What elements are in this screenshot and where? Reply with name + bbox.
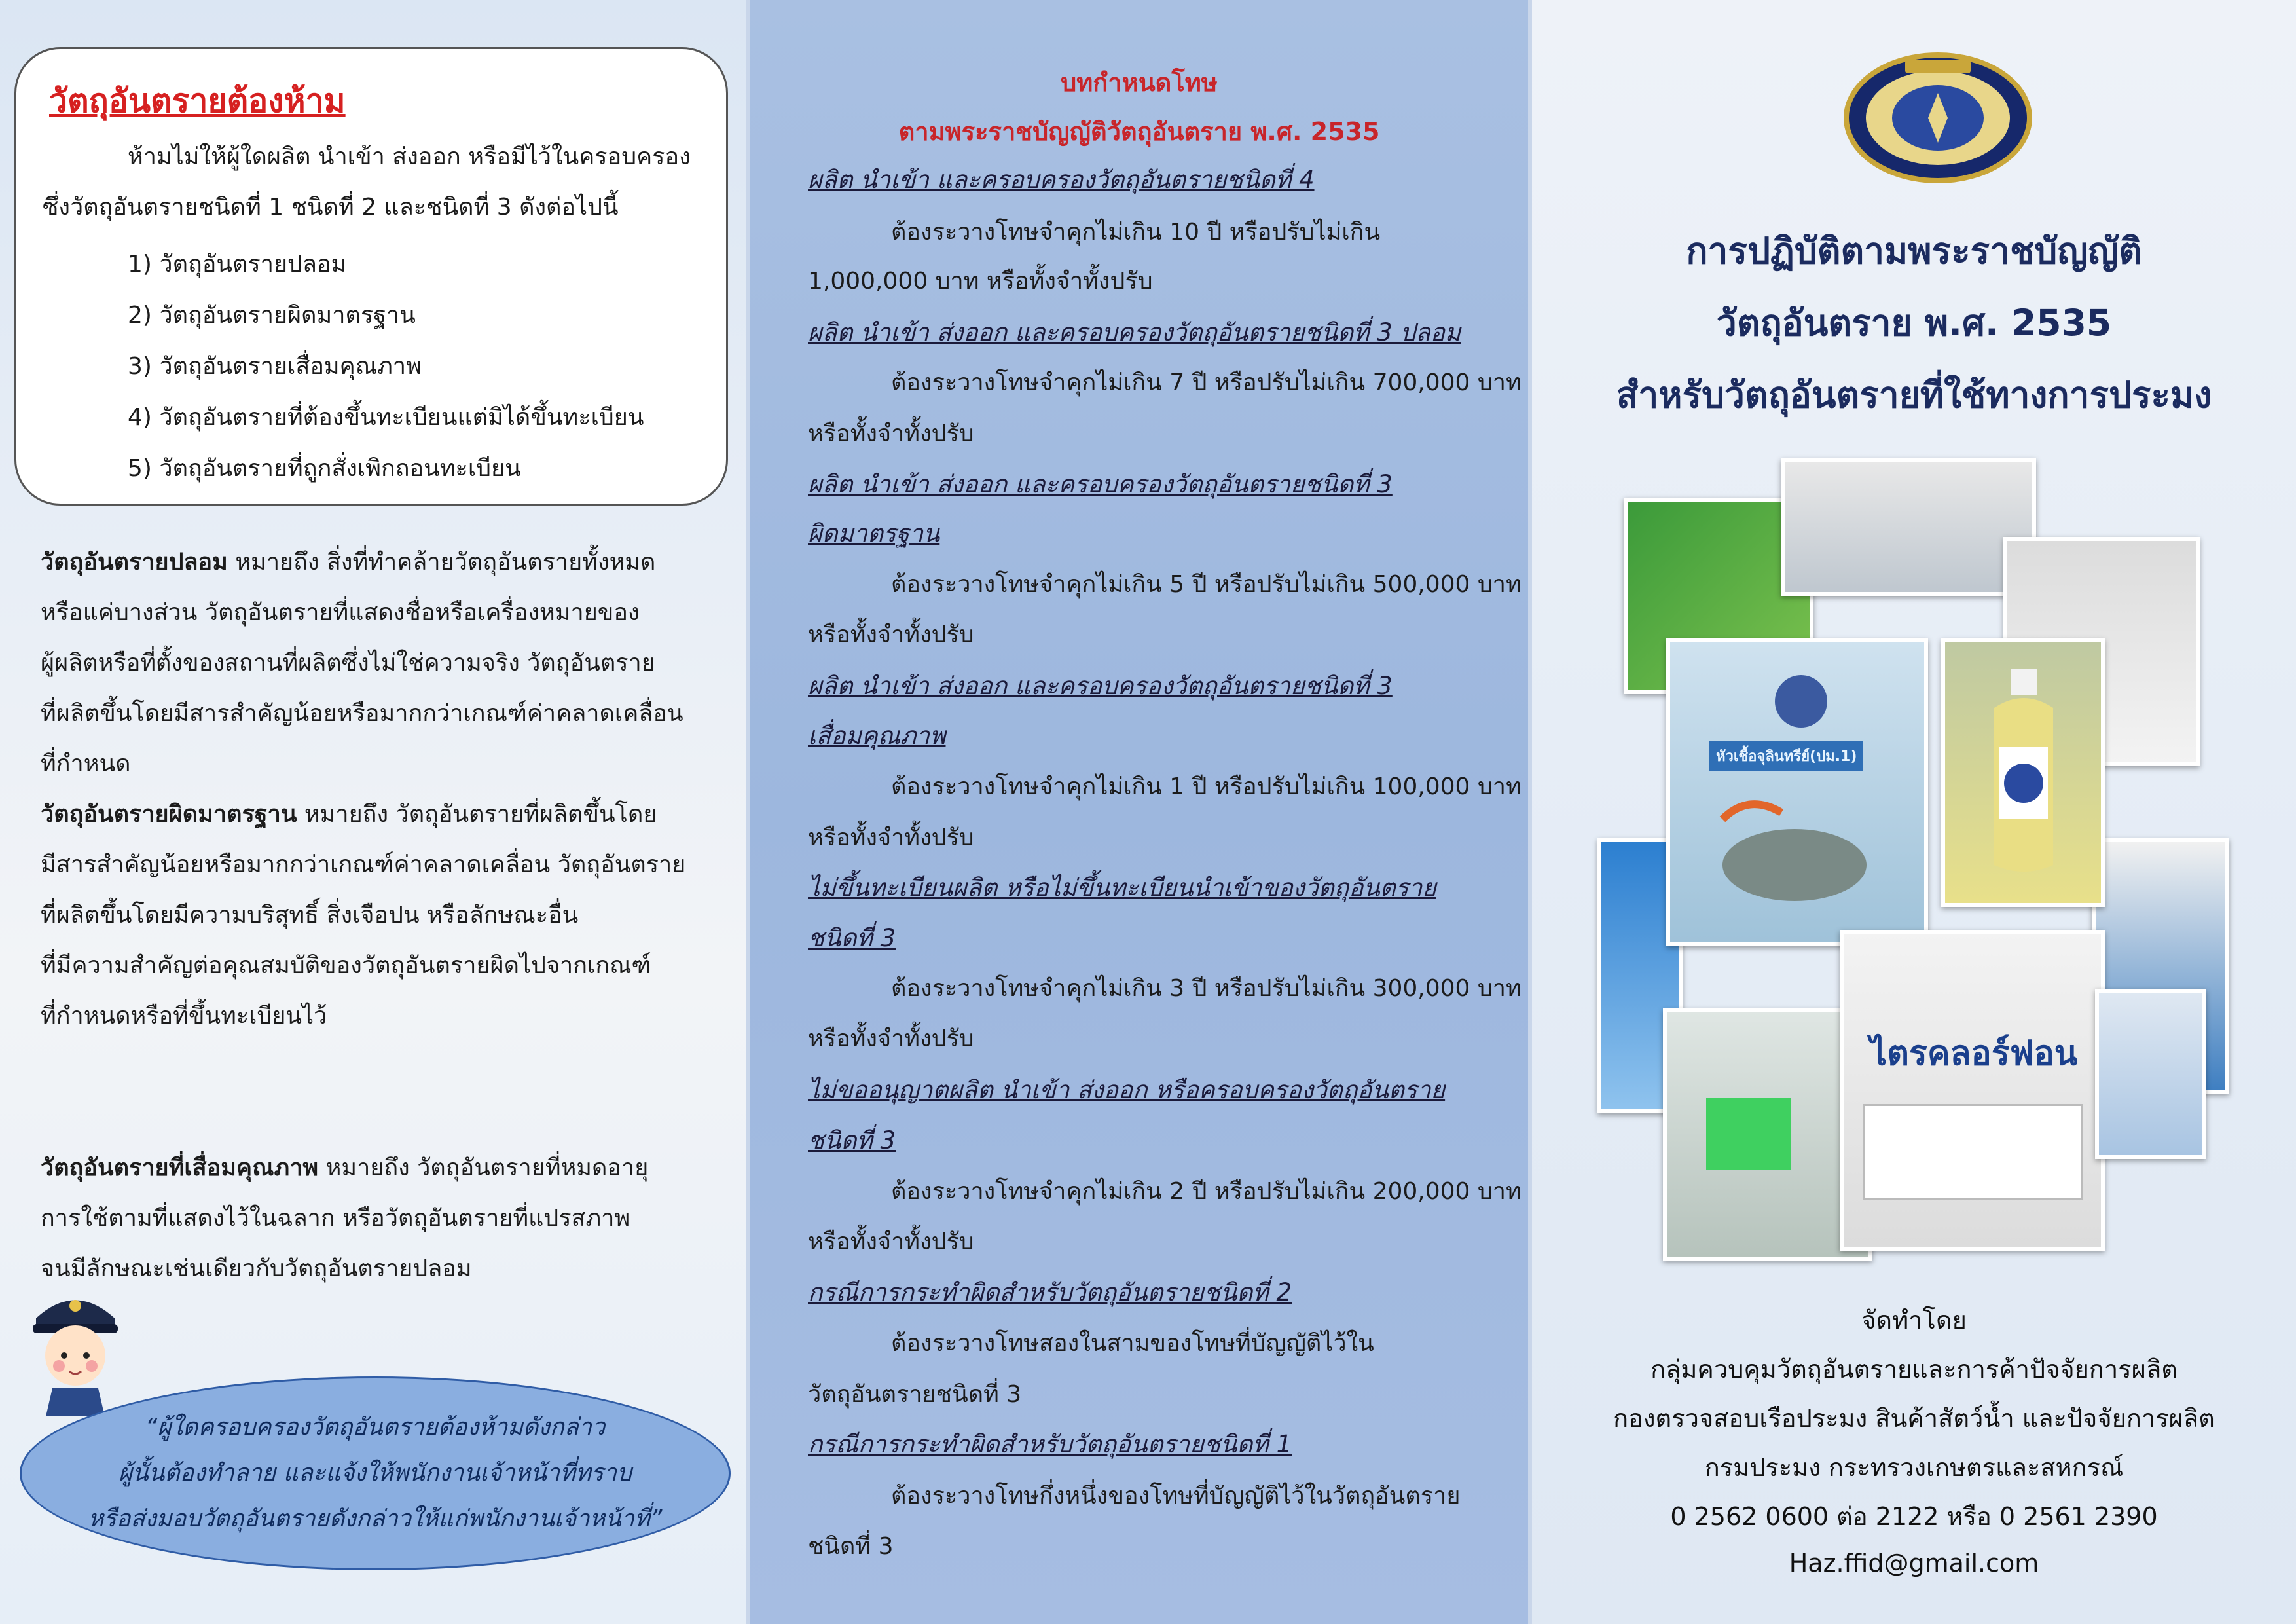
penalty-text: ต้องระวางโทษจำคุกไม่เกิน 5 ปี หรือปรับไม่เกิน 500,000 บาท <box>891 571 1522 598</box>
definition-counterfeit <box>41 537 728 789</box>
penalty-text: หรือทั้งจำทั้งปรับ <box>808 1025 974 1052</box>
penalty-text: ต้องระวางโทษจำคุกไม่เกิน 10 ปี หรือปรับไม่เกิน <box>891 219 1381 246</box>
definition-text: หรือแค่บางส่วน วัตถุอันตรายที่แสดงชื่อหรือเครื่องหมายของ <box>41 599 640 626</box>
cover-title: วัตถุอันตราย พ.ศ. 2535 <box>1716 302 2112 344</box>
penalty-text: วัตถุอันตรายชนิดที่ 3 <box>808 1381 1022 1408</box>
penalty-heading: ชนิดที่ 3 <box>808 1126 896 1154</box>
definition-text: หมายถึง สิ่งที่ทำคล้ายวัตถุอันตรายทั้งหมด <box>227 549 656 576</box>
product-photo <box>1666 638 1928 946</box>
penalty-text: ต้องระวางโทษจำคุกไม่เกิน 3 ปี หรือปรับไม่เกิน 300,000 บาท <box>891 975 1522 1002</box>
quote-line: ผู้นั้นต้องทำลาย และแจ้งให้พนักงานเจ้าหน้าที่ทราบ <box>118 1460 632 1486</box>
phone-number: 0 2562 0600 ต่อ 2122 หรือ 0 2561 2390 <box>1670 1502 2158 1531</box>
prohibited-title: วัตถุอันตรายต้องห้าม <box>49 82 346 120</box>
product-label-area <box>1863 1104 2083 1200</box>
penalty-heading: ผิดมาตรฐาน <box>808 519 940 547</box>
list-item: 1) วัตถุอันตรายปลอม <box>128 251 347 278</box>
product-label: ไตรคลอร์ฟอน <box>1870 1034 2078 1073</box>
definition-text: ที่กำหนดหรือที่ขึ้นทะเบียนไว้ <box>41 1003 327 1029</box>
definition-text: ที่ผลิตขึ้นโดยมีสารสำคัญน้อยหรือมากกว่าเกณฑ์ค่าคลาดเคลื่อน <box>41 700 683 727</box>
list-item: 4) วัตถุอันตรายที่ต้องขึ้นทะเบียนแต่มิได้ขึ้นทะเบียน <box>128 404 644 431</box>
penalty-text: ต้องระวางโทษกึ่งหนึ่งของโทษที่บัญญัติไว้ในวัตถุอันตราย <box>891 1483 1461 1509</box>
list-item: 2) วัตถุอันตรายผิดมาตรฐาน <box>128 302 416 329</box>
penalty-subtitle: ตามพระราชบัญญัติวัตถุอันตราย พ.ศ. 2535 <box>898 117 1380 146</box>
penalty-heading: กรณีการกระทำผิดสำหรับวัตถุอันตรายชนิดที่ 2 <box>808 1278 1292 1306</box>
definition-text: การใช้ตามที่แสดงไว้ในฉลาก หรือวัตถุอันตรายที่แปรสภาพ <box>41 1205 630 1232</box>
definition-text: ที่ผลิตขึ้นโดยมีความบริสุทธิ์ สิ่งเจือปน หรือลักษณะอื่น <box>41 902 579 929</box>
prohibited-list <box>128 239 644 494</box>
penalty-text: 1,000,000 บาท หรือทั้งจำทั้งปรับ <box>808 268 1153 295</box>
definition-deteriorated <box>41 1143 728 1294</box>
product-photo <box>1941 638 2105 907</box>
org-line: กรมประมง กระทรวงเกษตรและสหกรณ์ <box>1704 1453 2124 1482</box>
quote-bubble <box>20 1376 731 1570</box>
definition-text: ผู้ผลิตหรือที่ตั้งของสถานที่ผลิตซึ่งไม่ใช่ความจริง วัตถุอันตราย <box>41 650 655 676</box>
penalty-text: ต้องระวางโทษจำคุกไม่เกิน 2 ปี หรือปรับไม่เกิน 200,000 บาท <box>891 1178 1522 1205</box>
penalty-text: ต้องระวางโทษจำคุกไม่เกิน 7 ปี หรือปรับไม่เกิน 700,000 บาท <box>891 369 1522 396</box>
department-seal-icon <box>1843 52 2033 183</box>
penalty-heading: ผลิต นำเข้า ส่งออก และครอบครองวัตถุอันตรายชนิดที่ 3 <box>808 470 1393 498</box>
prohibited-intro-line2: ซึ่งวัตถุอันตรายชนิดที่ 1 ชนิดที่ 2 และชนิดที่ 3 ดังต่อไปนี้ <box>43 194 619 221</box>
product-label: หัวเชื้อจุลินทรีย์(ปม.1) <box>1709 741 1863 771</box>
list-item: 3) วัตถุอันตรายเสื่อมคุณภาพ <box>128 353 422 380</box>
penalty-heading: ไม่ขึ้นทะเบียนผลิต หรือไม่ขึ้นทะเบียนนำเข้าของวัตถุอันตราย <box>808 874 1436 902</box>
quote-line: “ผู้ใดครอบครองวัตถุอันตรายต้องห้ามดังกล่าว <box>145 1414 606 1441</box>
definition-term: วัตถุอันตรายปลอม <box>41 549 228 576</box>
email-address: Haz.ffid@gmail.com <box>1789 1549 2039 1578</box>
definition-text: หมายถึง วัตถุอันตรายที่ผลิตขึ้นโดย <box>297 801 657 828</box>
redaction-block <box>1706 1098 1791 1170</box>
penalty-text: ต้องระวางโทษสองในสามของโทษที่บัญญัติไว้ใน <box>891 1330 1374 1357</box>
penalty-heading: ผลิต นำเข้า และครอบครองวัตถุอันตรายชนิดที่ 4 <box>808 166 1315 194</box>
penalty-heading: ไม่ขออนุญาตผลิต นำเข้า ส่งออก หรือครอบครองวัตถุอันตราย <box>808 1076 1446 1104</box>
org-line: กองตรวจสอบเรือประมง สินค้าสัตว์น้ำ และปัจจัยการผลิต <box>1613 1404 2215 1433</box>
definition-text: หมายถึง วัตถุอันตรายที่หมดอายุ <box>318 1154 649 1181</box>
definition-text: จนมีลักษณะเช่นเดียวกับวัตถุอันตรายปลอม <box>41 1255 472 1282</box>
penalty-text: หรือทั้งจำทั้งปรับ <box>808 420 974 447</box>
definition-term: วัตถุอันตรายที่เสื่อมคุณภาพ <box>41 1154 319 1181</box>
org-line: กลุ่มควบคุมวัตถุอันตรายและการค้าปัจจัยการผลิต <box>1650 1355 2178 1384</box>
definition-text: มีสารสำคัญน้อยหรือมากกว่าเกณฑ์ค่าคลาดเคลื่อน วัตถุอันตราย <box>41 851 686 878</box>
penalty-text: ชนิดที่ 3 <box>808 1533 894 1560</box>
shrimp-package-icon <box>1683 655 1919 931</box>
penalty-panel <box>746 0 1532 1624</box>
product-photo <box>1840 930 2105 1251</box>
penalty-heading: กรณีการกระทำผิดสำหรับวัตถุอันตรายชนิดที่ 1 <box>808 1430 1292 1458</box>
definition-text: ที่มีความสำคัญต่อคุณสมบัติของวัตถุอันตรายผิดไปจากเกณฑ์ <box>41 952 651 979</box>
prohibited-box <box>14 47 728 506</box>
penalty-heading: ผลิต นำเข้า ส่งออก และครอบครองวัตถุอันตรายชนิดที่ 3 ปลอม <box>808 318 1461 346</box>
definition-text: ที่กำหนด <box>41 750 131 777</box>
penalty-text: หรือทั้งจำทั้งปรับ <box>808 621 974 648</box>
left-panel <box>0 0 746 1624</box>
cover-title: สำหรับวัตถุอันตรายที่ใช้ทางการประมง <box>1616 374 2212 416</box>
quote-line: หรือส่งมอบวัตถุอันตรายดังกล่าวให้แก่พนักงานเจ้าหน้าที่” <box>88 1505 663 1532</box>
prepared-by-label: จัดทำโดย <box>1861 1306 1967 1335</box>
penalty-text: หรือทั้งจำทั้งปรับ <box>808 824 974 851</box>
penalty-title: บทกำหนดโทษ <box>1061 68 1218 97</box>
penalty-heading: ชนิดที่ 3 <box>808 924 896 952</box>
bottle-icon <box>1975 669 2073 878</box>
list-item: 5) วัตถุอันตรายที่ถูกสั่งเพิกถอนทะเบียน <box>128 455 521 482</box>
prohibited-intro-line1: ห้ามไม่ให้ผู้ใดผลิต นำเข้า ส่งออก หรือมีไว้ในครอบครอง <box>128 143 691 170</box>
penalty-heading: ผลิต นำเข้า ส่งออก และครอบครองวัตถุอันตรายชนิดที่ 3 <box>808 672 1393 700</box>
product-photo <box>1781 458 2036 596</box>
definition-substandard <box>41 789 728 1041</box>
product-photo <box>2095 989 2206 1159</box>
penalty-heading: เสื่อมคุณภาพ <box>808 722 946 750</box>
penalty-text: หรือทั้งจำทั้งปรับ <box>808 1228 974 1255</box>
definition-term: วัตถุอันตรายผิดมาตรฐาน <box>41 801 297 828</box>
penalty-text: ต้องระวางโทษจำคุกไม่เกิน 1 ปี หรือปรับไม่เกิน 100,000 บาท <box>891 773 1522 800</box>
cover-title: การปฏิบัติตามพระราชบัญญัติ <box>1686 230 2142 272</box>
officer-mascot-icon <box>26 1282 124 1416</box>
